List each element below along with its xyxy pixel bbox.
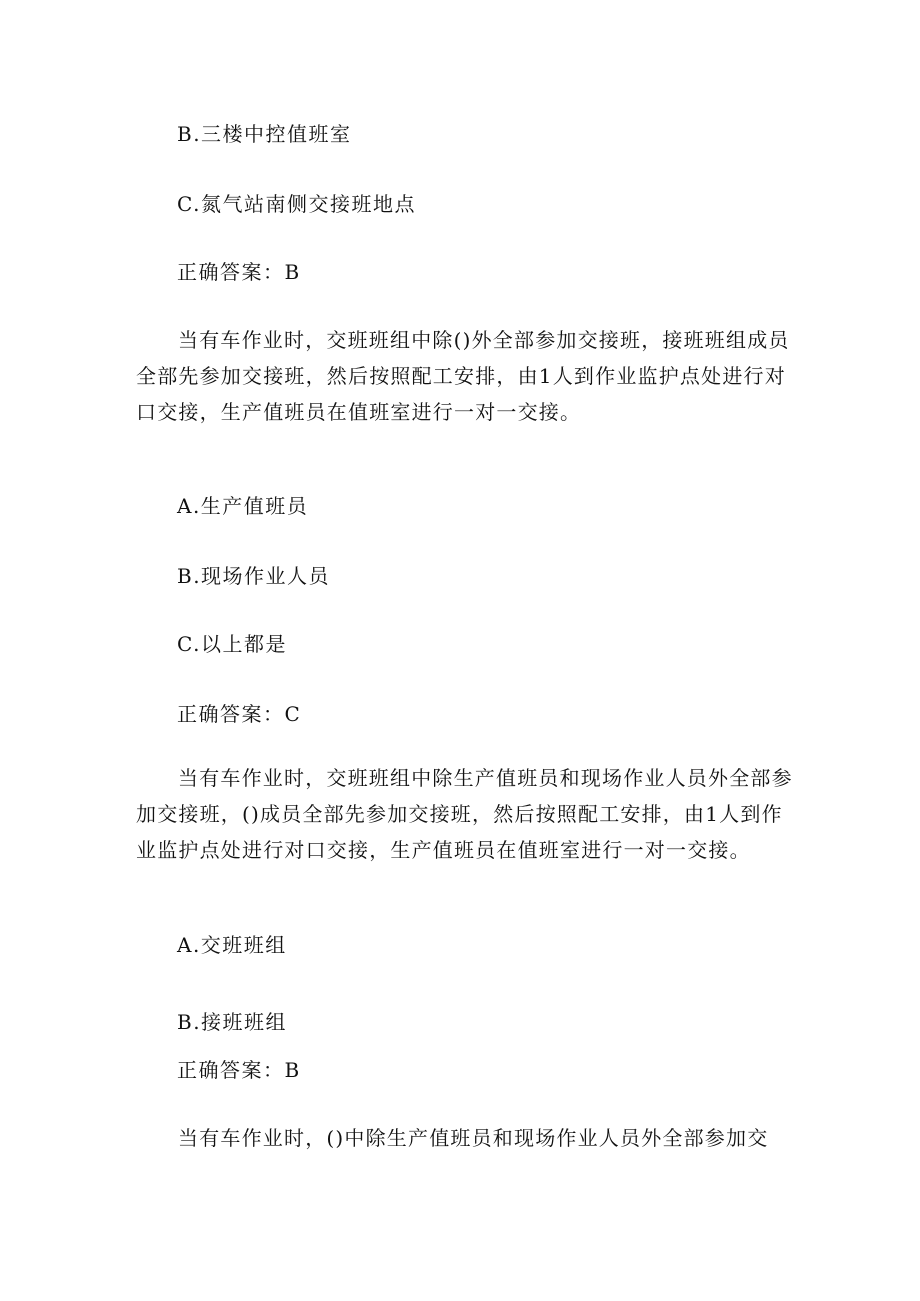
q2-question: 当有车作业时，交班班组中除()外全部参加交接班，接班班组成员全部先参加交接班，然后按照配工安排，由1人到作业监护点处进行对口交接，生产值班员在值班室进行一对一交接。 <box>136 328 790 424</box>
q3-question: 当有车作业时，交班班组中除生产值班员和现场作业人员外全部参加交接班，()成员全部先参加交接班，然后按照配工安排，由1人到作业监护点处进行对口交接，生产值班员在值班室进行一对一交接。 <box>136 766 793 862</box>
q1-option-c: C.氮气站南侧交接班地点 <box>177 192 416 216</box>
q3-option-a: A.交班班组 <box>177 933 287 957</box>
q3-option-b: B.接班班组 <box>177 1010 288 1034</box>
q4-question: 当有车作业时，()中除生产值班员和现场作业人员外全部参加交 <box>178 1126 769 1150</box>
q2-option-a: A.生产值班员 <box>177 494 309 518</box>
q2-option-c: C.以上都是 <box>177 632 287 656</box>
q2-option-b: B.现场作业人员 <box>177 564 331 588</box>
q3-answer: 正确答案：B <box>177 1058 301 1082</box>
q2-answer: 正确答案：C <box>177 702 302 726</box>
q1-option-b: B.三楼中控值班室 <box>177 122 352 146</box>
q1-answer: 正确答案：B <box>177 260 301 284</box>
